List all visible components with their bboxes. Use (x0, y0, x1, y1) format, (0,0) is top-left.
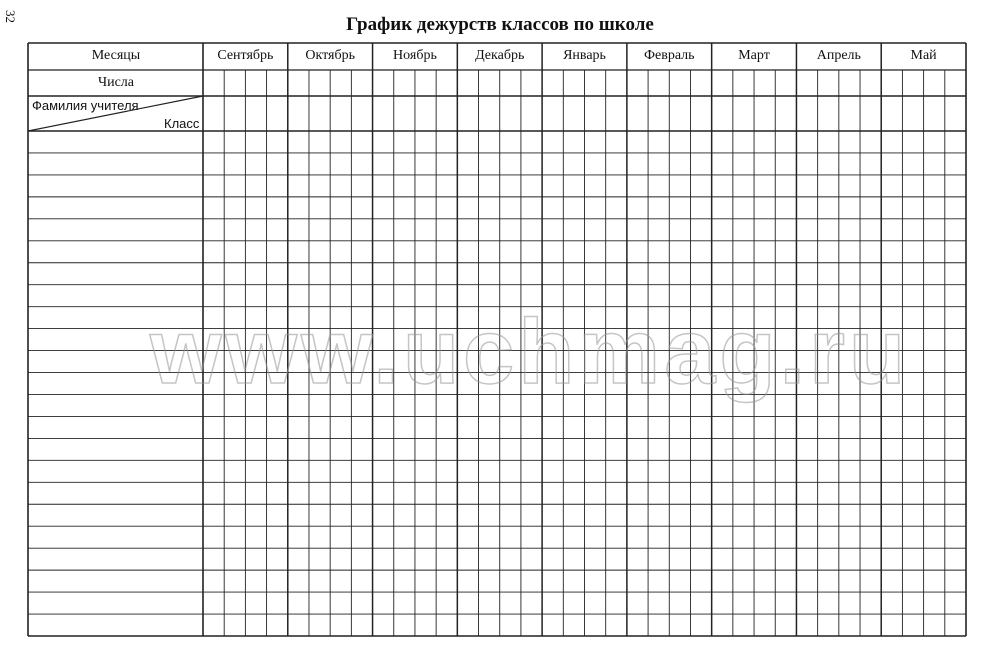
month-label: Сентябрь (217, 48, 274, 63)
class-header-label: Класс (164, 116, 200, 131)
month-label: Январь (563, 48, 606, 63)
months-header-label: Месяцы (91, 48, 141, 63)
month-label: Май (910, 48, 937, 63)
month-label: Октябрь (305, 48, 355, 63)
month-label: Февраль (643, 48, 695, 63)
month-label: Апрель (816, 48, 861, 63)
month-label: Март (738, 48, 770, 63)
page-number: 32 (3, 10, 18, 23)
month-label: Ноябрь (393, 48, 437, 63)
teacher-header-label: Фамилия учителя (32, 98, 139, 113)
page-title: График дежурств классов по школе (346, 14, 654, 35)
watermark: www.uchmag.ru (150, 301, 910, 403)
month-label: Декабрь (475, 48, 525, 63)
dates-header-label: Числа (97, 75, 134, 90)
